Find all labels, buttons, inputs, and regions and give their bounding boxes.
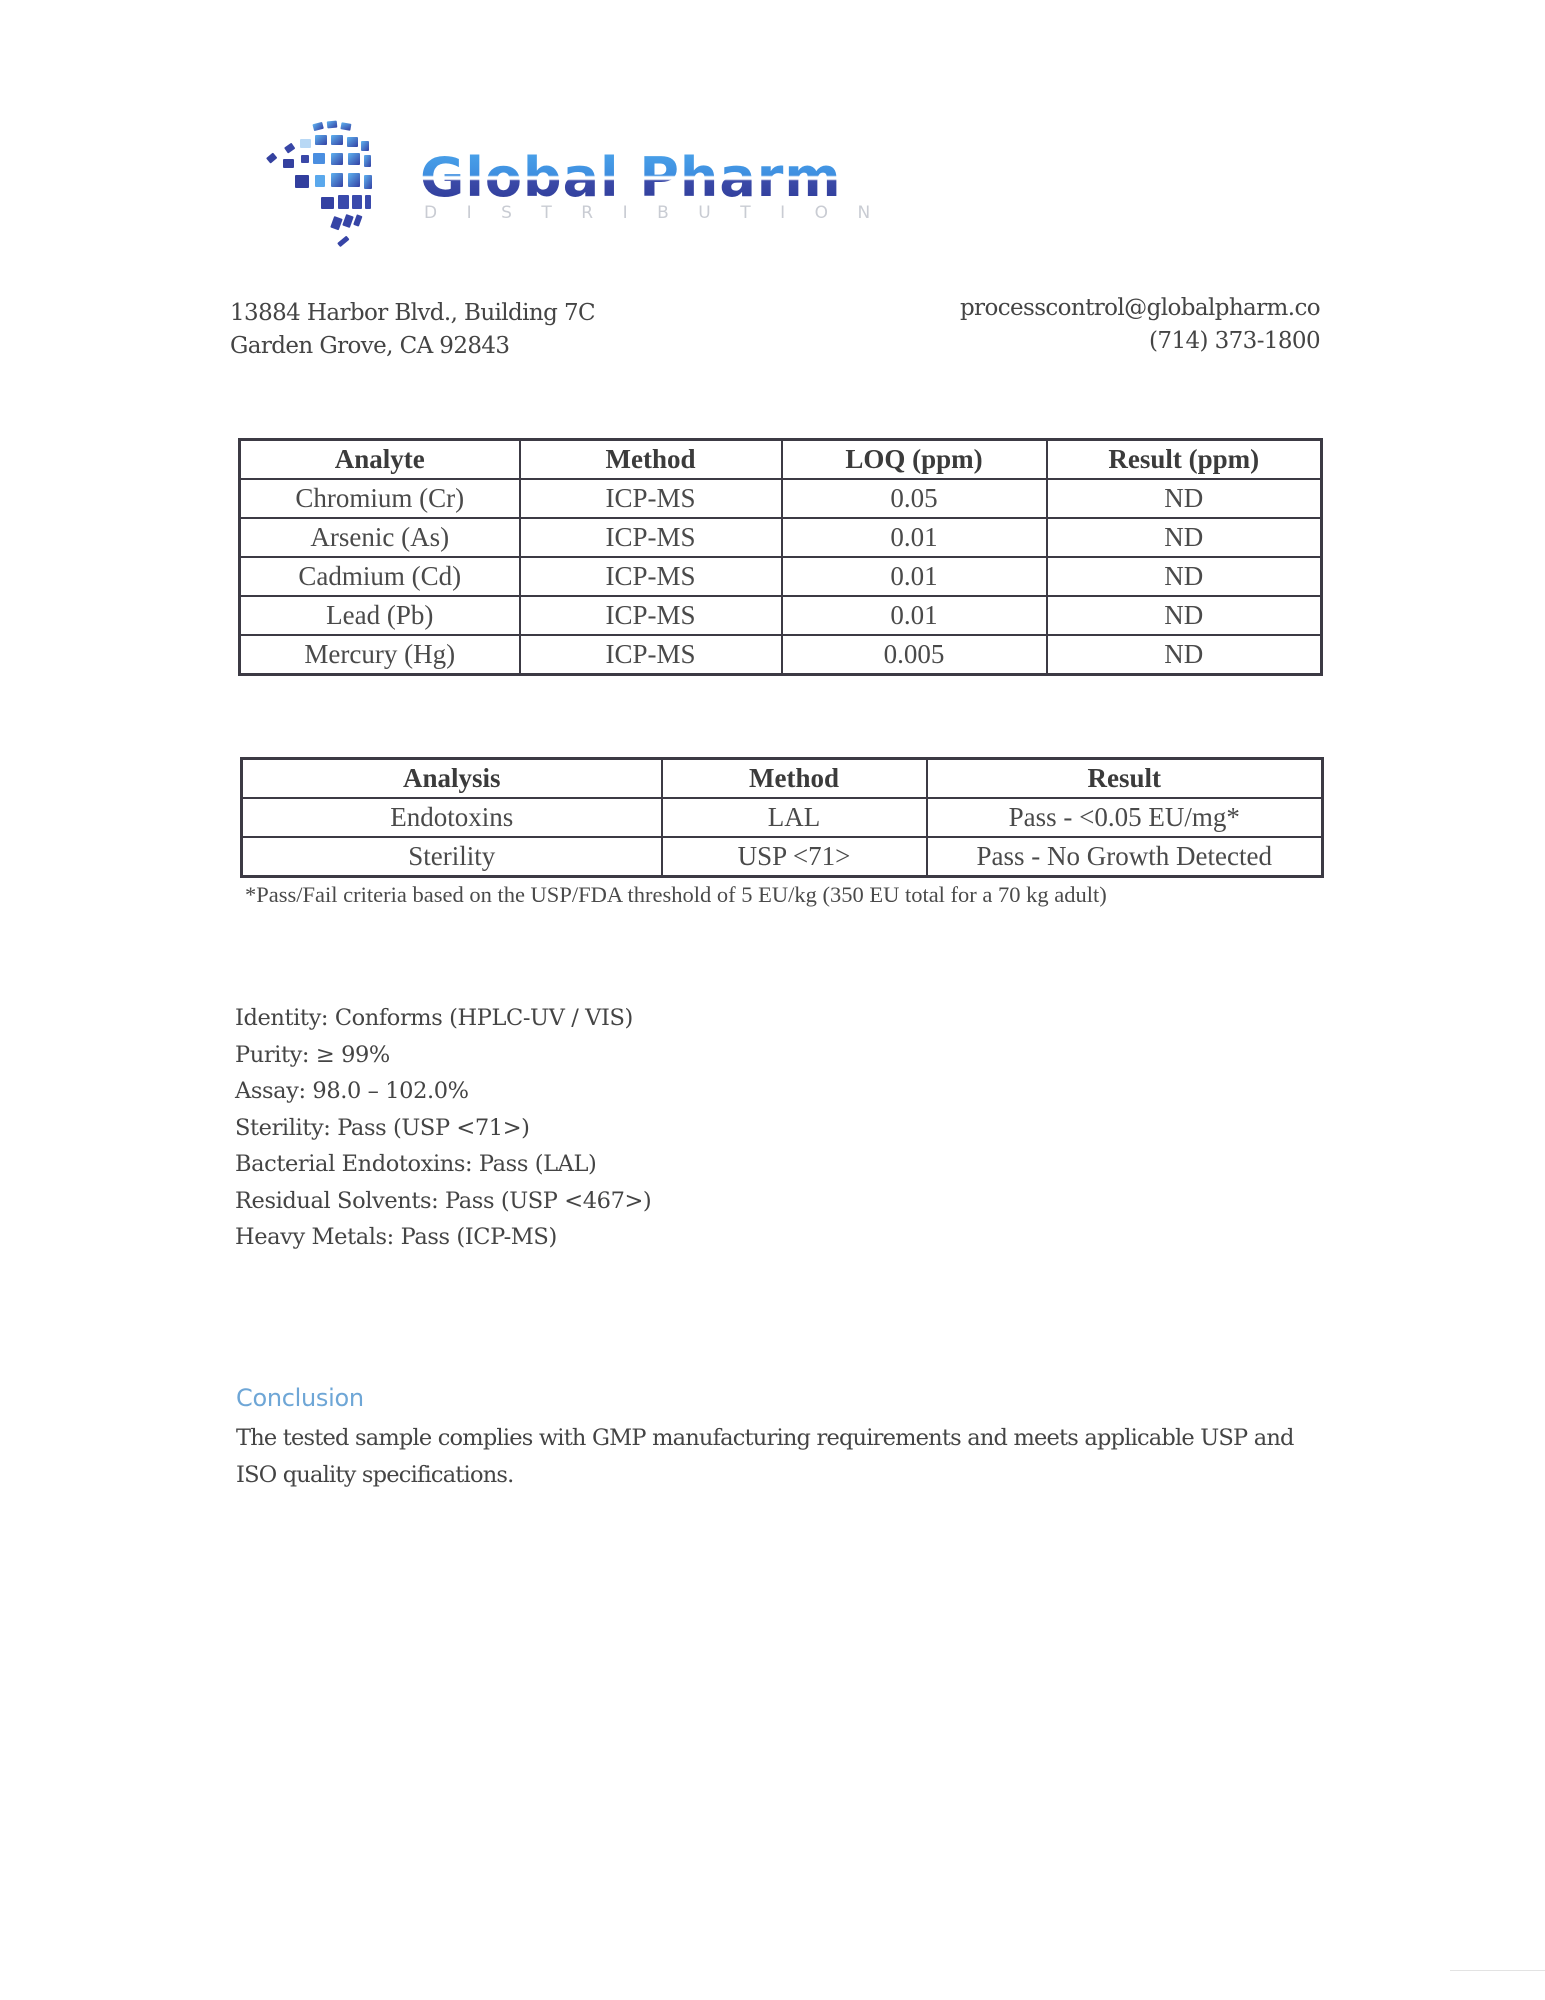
spec-assay: Assay: 98.0 – 102.0%	[235, 1078, 469, 1104]
result-cell: ND	[1047, 596, 1322, 635]
method-cell: ICP-MS	[520, 596, 782, 635]
result-cell: ND	[1047, 479, 1322, 518]
result-cell: Pass - <0.05 EU/mg*	[927, 798, 1323, 837]
method-cell: ICP-MS	[520, 635, 782, 675]
table-row	[240, 479, 1322, 518]
column-header-analysis: Analysis	[242, 759, 662, 799]
logo-wordmark: Global Pharm	[420, 146, 842, 209]
method-cell: ICP-MS	[520, 557, 782, 596]
contact-email: processcontrol@globalpharm.co	[959, 295, 1320, 321]
loq-cell: 0.05	[782, 479, 1047, 518]
spec-sterility: Sterility: Pass (USP <71>)	[235, 1114, 530, 1141]
spec-heavy-metals: Heavy Metals: Pass (ICP-MS)	[235, 1224, 557, 1250]
table-row	[240, 635, 1322, 675]
column-header-loq: LOQ (ppm)	[782, 440, 1047, 480]
method-cell: ICP-MS	[520, 518, 782, 557]
microbiology-table	[240, 757, 1324, 878]
analyte-cell: Lead (Pb)	[240, 596, 520, 635]
address-line-1: 13884 Harbor Blvd., Building 7C	[230, 300, 596, 326]
column-header-result: Result	[927, 759, 1323, 799]
analyte-cell: Chromium (Cr)	[240, 479, 520, 518]
spec-purity: Purity: ≥ 99%	[235, 1041, 390, 1068]
table-footnote: *Pass/Fail criteria based on the USP/FDA threshold of 5 EU/kg (350 EU total for a 70 kg adult)	[245, 882, 1107, 907]
loq-cell: 0.005	[782, 635, 1047, 675]
scan-artifact-line	[1450, 1970, 1545, 1971]
table-header-row	[242, 759, 1323, 799]
address-line-2: Garden Grove, CA 92843	[230, 333, 510, 359]
analysis-cell: Endotoxins	[242, 798, 662, 837]
table-row	[240, 518, 1322, 557]
logo-tagline: DISTRIBUTION	[424, 203, 900, 223]
specifications-list	[235, 1000, 651, 1256]
analysis-cell: Sterility	[242, 837, 662, 877]
method-cell: LAL	[662, 798, 927, 837]
table-row	[240, 596, 1322, 635]
loq-cell: 0.01	[782, 518, 1047, 557]
globe-logo-icon	[245, 115, 405, 265]
conclusion-text: The tested sample complies with GMP manufacturing requirements and meets applicable USP and ISO quality specifications.	[236, 1425, 1294, 1488]
analyte-cell: Cadmium (Cd)	[240, 557, 520, 596]
result-cell: Pass - No Growth Detected	[927, 837, 1323, 877]
result-cell: ND	[1047, 518, 1322, 557]
table-header-row	[240, 440, 1322, 480]
column-header-analyte: Analyte	[240, 440, 520, 480]
column-header-result: Result (ppm)	[1047, 440, 1322, 480]
spec-bacterial-endotoxins: Bacterial Endotoxins: Pass (LAL)	[235, 1151, 597, 1177]
table-row	[242, 798, 1323, 837]
spec-identity: Identity: Conforms (HPLC-UV / VIS)	[235, 1005, 633, 1031]
column-header-method: Method	[662, 759, 927, 799]
contact-block	[960, 292, 1320, 358]
table-row	[240, 557, 1322, 596]
method-cell: ICP-MS	[520, 479, 782, 518]
analyte-cell: Arsenic (As)	[240, 518, 520, 557]
conclusion-heading: Conclusion	[236, 1384, 364, 1412]
analyte-cell: Mercury (Hg)	[240, 635, 520, 675]
column-header-method: Method	[520, 440, 782, 480]
result-cell: ND	[1047, 557, 1322, 596]
spec-residual-solvents: Residual Solvents: Pass (USP <467>)	[235, 1187, 652, 1214]
loq-cell: 0.01	[782, 557, 1047, 596]
loq-cell: 0.01	[782, 596, 1047, 635]
address-block	[230, 297, 595, 363]
table-row	[242, 837, 1323, 877]
contact-phone: (714) 373-1800	[1149, 328, 1320, 354]
heavy-metals-table	[238, 438, 1323, 676]
result-cell: ND	[1047, 635, 1322, 675]
method-cell: USP <71>	[662, 837, 927, 877]
